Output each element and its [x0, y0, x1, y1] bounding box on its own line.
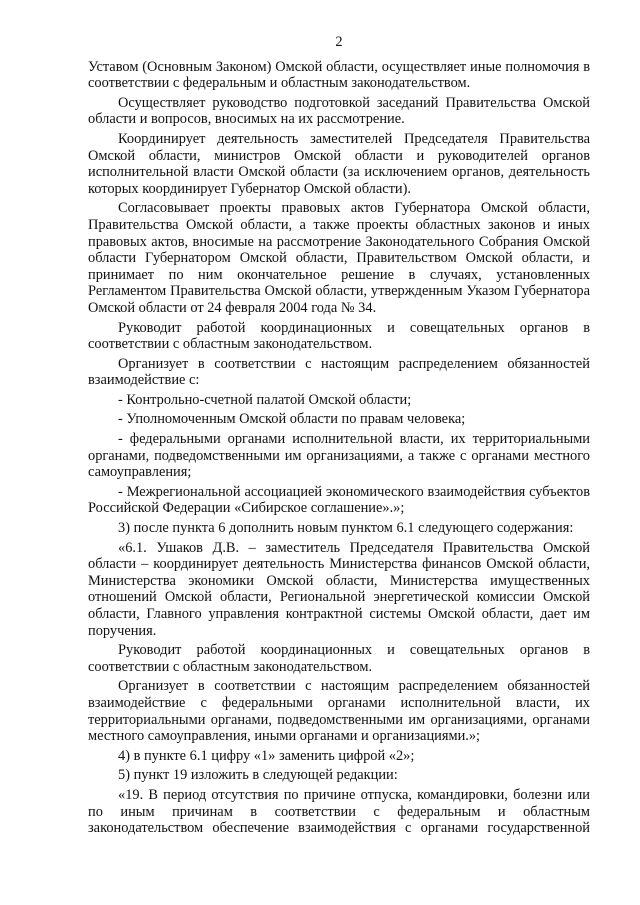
- paragraph: 4) в пункте 6.1 цифру «1» заменить цифрой «2»;: [118, 747, 415, 764]
- paragraph: Координирует деятельность заместителей Председателя Правительства Омской области, министров Омской области и руководителей органов исполнительной власти Омской области (за исключением органов, деятельность которых координирует Губернатор Омской области).: [88, 130, 590, 197]
- paragraph: Организует в соответствии с настоящим распределением обязанностей взаимодействие с федеральными органами исполнительной власти, их территориальными органами, подведомственными им организациями, органами местного самоуправления, иными органами и организациями.»;: [88, 678, 590, 745]
- paragraph: - федеральными органами исполнительной власти, их территориальными органами, подведомственными им организациями, а также с органами местного самоуправления;: [88, 431, 590, 481]
- document-body: [88, 59, 590, 837]
- paragraph: «6.1. Ушаков Д.В. – заместитель Председателя Правительства Омской области – координирует деятельность Министерства финансов Омской области, Министерства экономики Омской области, Министерства имущественных отношений Омской области, Региональной энергетической комиссии Омской области, Главного управления контрактной системы Омской области, дает им поручения.: [88, 539, 590, 639]
- page-number: 2: [335, 34, 343, 50]
- paragraph: Согласовывает проекты правовых актов Губернатора Омской области, Правительства Омской области, а также проекты областных законов и иных правовых актов, вносимые на рассмотрение Законодательного Собрания Омской области Губернатором Омской области, Правительством Омской области, и принимает по ним окончательное решение в случаях, установленных Регламентом Правительства Омской области, утвержденным Указом Губернатора Омской области от 24 февраля 2004 года № 34.: [88, 200, 590, 316]
- paragraph: Руководит работой координационных и совещательных органов в соответствии с областным законодательством.: [88, 319, 590, 353]
- paragraph: Уставом (Основным Законом) Омской области, осуществляет иные полномочия в соответствии с федеральным и областным законодательством.: [88, 58, 590, 92]
- paragraph: Организует в соответствии с настоящим распределением обязанностей взаимодействие с:: [88, 355, 590, 389]
- paragraph: 3) после пункта 6 дополнить новым пунктом 6.1 следующего содержания:: [118, 520, 574, 537]
- paragraph: 5) пункт 19 изложить в следующей редакции:: [118, 767, 398, 784]
- paragraph: - Уполномоченным Омской области по правам человека;: [118, 411, 466, 428]
- paragraph: «19. В период отсутствия по причине отпуска, командировки, болезни или по иным причинам в соответствии с федеральным и областным законодательством обеспечение взаимодействия с органами государственной: [88, 786, 590, 837]
- paragraph: - Контрольно-счетной палатой Омской области;: [118, 391, 412, 408]
- document-page: [88, 34, 590, 840]
- paragraph: Руководит работой координационных и совещательных органов в соответствии с областным законодательством.: [88, 642, 590, 675]
- paragraph: Осуществляет руководство подготовкой заседаний Правительства Омской области и вопросов, вносимых на их рассмотрение.: [88, 94, 590, 128]
- paragraph: - Межрегиональной ассоциацией экономического взаимодействия субъектов Российской Федерации «Сибирское соглашение».»;: [88, 483, 590, 517]
